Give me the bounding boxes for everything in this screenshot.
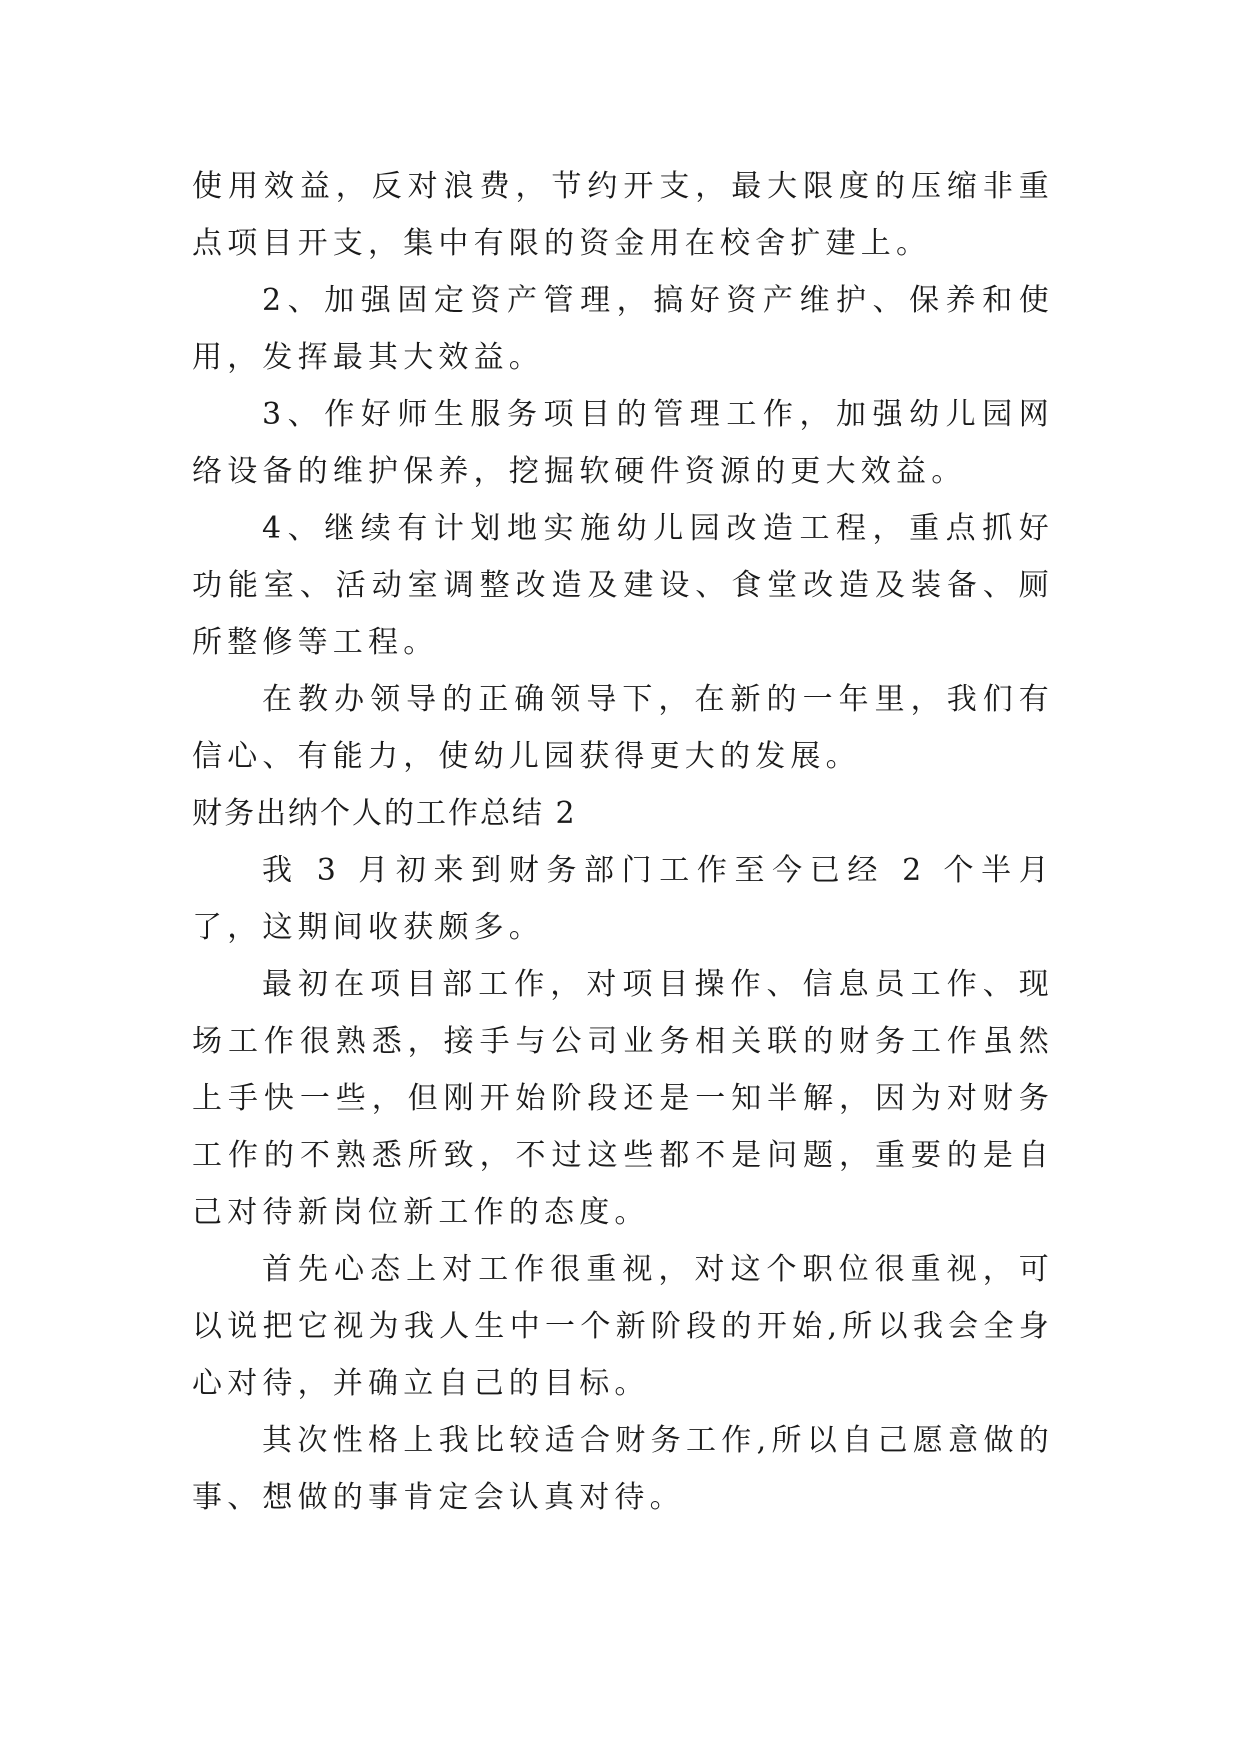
paragraph-item-2: 2、加强固定资产管理，搞好资产维护、保养和使用，发挥最其大效益。 bbox=[192, 283, 1054, 375]
paragraph-continuation: 使用效益，反对浪费，节约开支，最大限度的压缩非重点项目开支，集中有限的资金用在校舍扩建上。 bbox=[192, 169, 1054, 261]
paragraph-intro: 我 3 月初来到财务部门工作至今已经 2 个半月了，这期间收获颇多。 bbox=[192, 853, 1054, 945]
paragraph-item-3: 3、作好师生服务项目的管理工作，加强幼儿园网络设备的维护保养，挖掘软硬件资源的更大效益。 bbox=[192, 397, 1054, 489]
document-page bbox=[192, 158, 1054, 1526]
paragraph-attitude: 首先心态上对工作很重视，对这个职位很重视，可以说把它视为我人生中一个新阶段的开始,所以我会全身心对待，并确立自己的目标。 bbox=[192, 1252, 1054, 1401]
paragraph-personality: 其次性格上我比较适合财务工作,所以自己愿意做的事、想做的事肯定会认真对待。 bbox=[192, 1423, 1054, 1515]
paragraph-item-4: 4、继续有计划地实施幼儿园改造工程，重点抓好功能室、活动室调整改造及建设、食堂改造及装备、厕所整修等工程。 bbox=[192, 511, 1054, 660]
paragraph-closing: 在教办领导的正确领导下，在新的一年里，我们有信心、有能力，使幼儿园获得更大的发展。 bbox=[192, 682, 1054, 774]
paragraph-background: 最初在项目部工作，对项目操作、信息员工作、现场工作很熟悉，接手与公司业务相关联的财务工作虽然上手快一些，但刚开始阶段还是一知半解，因为对财务工作的不熟悉所致，不过这些都不是问题，重要的是自己对待新岗位新工作的态度。 bbox=[192, 967, 1054, 1230]
section-heading: 财务出纳个人的工作总结 2 bbox=[192, 796, 577, 831]
